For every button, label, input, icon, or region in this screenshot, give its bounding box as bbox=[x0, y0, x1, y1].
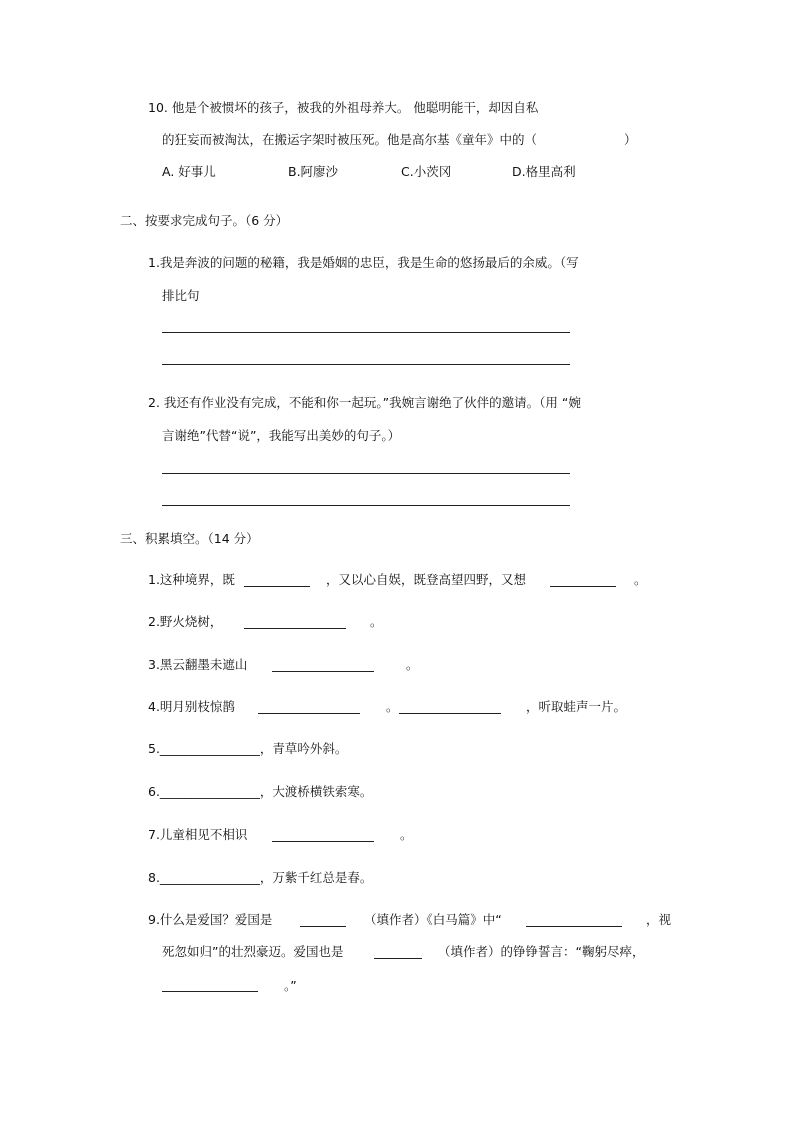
s3-q3: 3.黑云翻墨未遮山 bbox=[148, 657, 248, 672]
fill-blank[interactable] bbox=[399, 713, 501, 714]
s3-q5: 5.________________，青草吟外斜。 bbox=[148, 741, 348, 756]
fill-blank[interactable] bbox=[258, 713, 360, 714]
s3-q9-a: 9.什么是爱国？爱国是 bbox=[148, 912, 273, 927]
s2-q1-line1: 1.我是奔波的问题的秘籍，我是婚姻的忠臣，我是生命的悠扬最后的余威。（写 bbox=[148, 255, 579, 270]
s3-q9-b: （填作者）《白马篇》中“ bbox=[364, 912, 502, 927]
s3-q1-a: 1.这种境界，既 bbox=[148, 572, 235, 587]
fill-blank[interactable] bbox=[526, 926, 622, 927]
s2-q1-line2: 排比句 bbox=[162, 288, 200, 303]
s3-q2-end: 。 bbox=[370, 614, 383, 629]
q10-line2: 的狂妄而被淘汰，在搬运字架时被压死。他是高尔基《童年》中的（ bbox=[162, 132, 538, 147]
q10-option-d: D.格里高利 bbox=[512, 164, 576, 179]
s3-q6: 6.________________，大渡桥横铁索寒。 bbox=[148, 784, 373, 799]
fill-blank[interactable] bbox=[162, 991, 258, 992]
s3-q9-line2-a: 死忽如归”的壮烈豪迈。爱国也是 bbox=[162, 944, 344, 959]
fill-blank[interactable] bbox=[300, 926, 346, 927]
fill-blank[interactable] bbox=[244, 628, 346, 629]
answer-line[interactable] bbox=[162, 473, 570, 474]
s3-q9-c: ，视 bbox=[646, 912, 672, 927]
answer-line[interactable] bbox=[162, 364, 570, 365]
fill-blank[interactable] bbox=[374, 958, 422, 959]
section-2-heading: 二、按要求完成句子。（6 分） bbox=[120, 213, 289, 228]
s3-q4: 4.明月别枝惊鹊 bbox=[148, 699, 235, 714]
s3-q8: 8.________________，万紫千红总是春。 bbox=[148, 870, 373, 885]
q10-option-a: A. 好事儿 bbox=[162, 164, 216, 179]
q10-close-paren: ） bbox=[624, 132, 637, 147]
s3-q4-end: ，听取蛙声一片。 bbox=[526, 699, 627, 714]
fill-blank[interactable] bbox=[550, 586, 616, 587]
s3-q9-line3-end: 。” bbox=[284, 978, 297, 993]
s2-q2-line2: 言谢绝”代替“说”，我能写出美妙的句子。） bbox=[162, 428, 401, 443]
q10-option-b: B.阿廖沙 bbox=[288, 164, 339, 179]
s3-q4-mid: 。 bbox=[386, 699, 399, 714]
q10-line1: 10. 他是个被惯坏的孩子，被我的外祖母养大。 他聪明能干，却因自私 bbox=[148, 100, 539, 115]
fill-blank[interactable] bbox=[272, 671, 374, 672]
section-3-heading: 三、积累填空。（14 分） bbox=[120, 531, 259, 546]
s2-q2-line1: 2. 我还有作业没有完成，不能和你一起玩。”我婉言谢绝了伙伴的邀请。（用 “婉 bbox=[148, 395, 581, 410]
answer-line[interactable] bbox=[162, 505, 570, 506]
s3-q9-line2-b: （填作者）的铮铮誓言：“鞠躬尽瘁， bbox=[438, 944, 645, 959]
s3-q7: 7.儿童相见不相识 bbox=[148, 827, 248, 842]
s3-q3-end: 。 bbox=[406, 657, 419, 672]
answer-line[interactable] bbox=[162, 332, 570, 333]
s3-q2: 2.野火烧树， bbox=[148, 614, 223, 629]
s3-q1-end: 。 bbox=[634, 572, 647, 587]
fill-blank[interactable] bbox=[244, 586, 310, 587]
s3-q1-b: ，又以心自娱，既登高望四野，又想 bbox=[326, 572, 527, 587]
s3-q7-end: 。 bbox=[400, 827, 413, 842]
fill-blank[interactable] bbox=[272, 841, 374, 842]
q10-option-c: C.小茨冈 bbox=[401, 164, 452, 179]
